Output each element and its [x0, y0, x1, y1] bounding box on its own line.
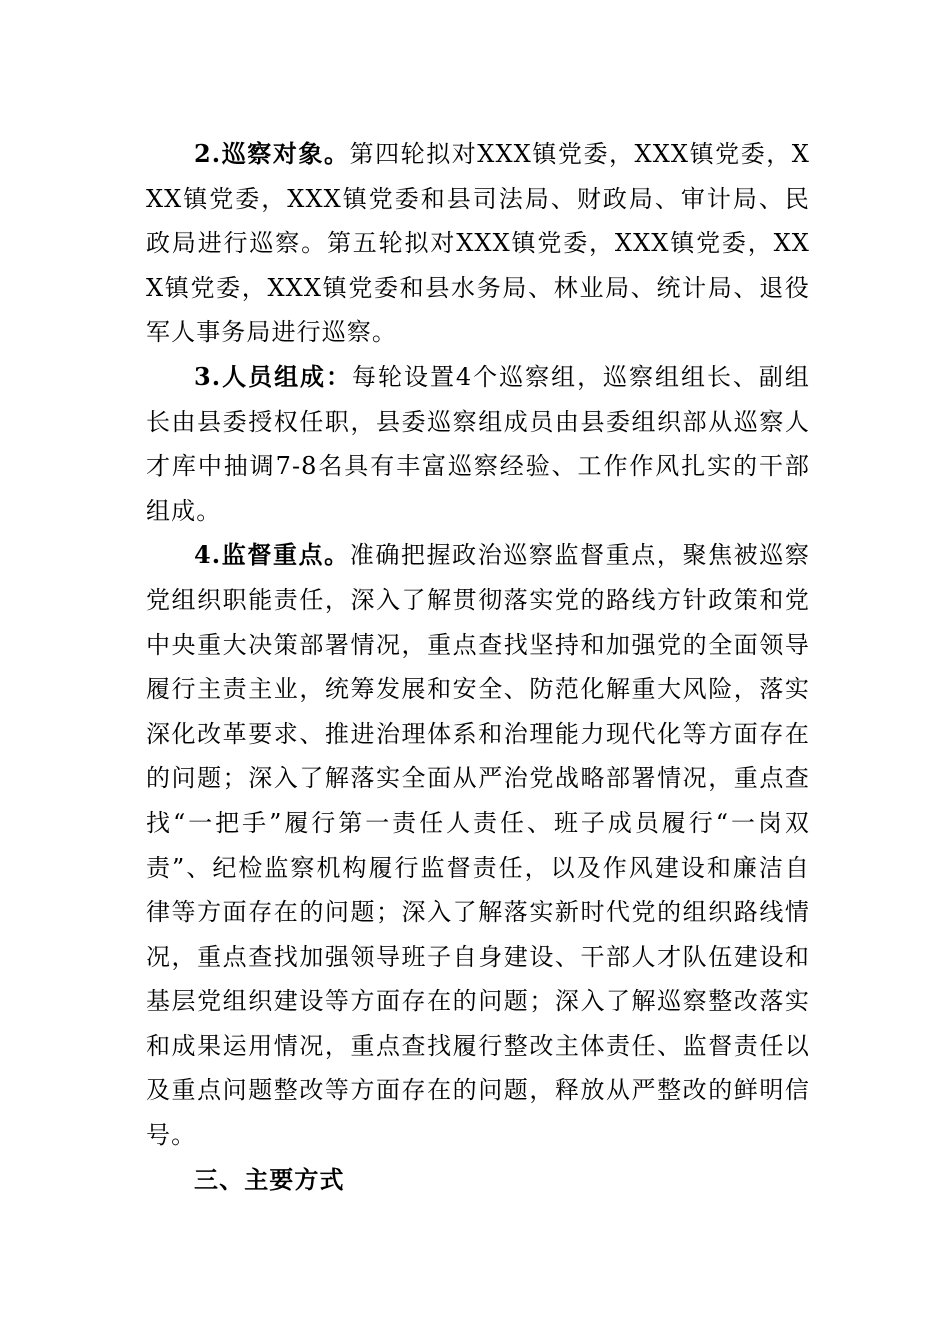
- document-page: [146, 132, 810, 1202]
- paragraph-text: 每轮设置4个巡察组，巡察组组长、副组长由县委授权任职，县委巡察组成员由县委组织部从巡察人才库中抽调7-8名具有丰富巡察经验、工作作风扎实的干部组成。: [146, 362, 810, 525]
- paragraph-lead: 2.巡察对象。: [194, 139, 350, 168]
- paragraph-lead: 3.人员组成：: [194, 361, 353, 391]
- paragraph-personnel: [146, 355, 810, 533]
- paragraph-inspection-targets: [146, 132, 810, 355]
- paragraph-supervision-focus: [146, 533, 810, 1157]
- paragraph-text: 准确把握政治巡察监督重点，聚焦被巡察党组织职能责任，深入了解贯彻落实党的路线方针政策和党中央重大决策部署情况，重点查找坚持和加强党的全面领导履行主责主业，统筹发展和安全、防范化解重大风险，落实深化改革要求、推进治理体系和治理能力现代化等方面存在的问题；深入了解落实全面从严治党战略部署情况，重点查找“一把手”履行第一责任人责任、班子成员履行“一岗双责”、纪检监察机构履行监督责任，以及作风建设和廉洁自律等方面存在的问题；深入了解落实新时代党的组织路线情况，重点查找加强领导班子自身建设、干部人才队伍建设和基层党组织建设等方面存在的问题；深入了解巡察整改落实和成果运用情况，重点查找履行整改主体责任、监督责任以及重点问题整改等方面存在的问题，释放从严整改的鲜明信号。: [146, 541, 810, 1150]
- section-heading: 三、主要方式: [194, 1164, 345, 1194]
- paragraph-text: 第四轮拟对XXX镇党委，XXX镇党委，XXX镇党委，XXX镇党委和县司法局、财政局、审计局、民政局进行巡察。第五轮拟对XXX镇党委，XXX镇党委，XXX镇党委，XXX镇党委和县水务局、林业局、统计局、退役军人事务局进行巡察。: [146, 140, 810, 347]
- paragraph-lead: 4.监督重点。: [194, 540, 350, 570]
